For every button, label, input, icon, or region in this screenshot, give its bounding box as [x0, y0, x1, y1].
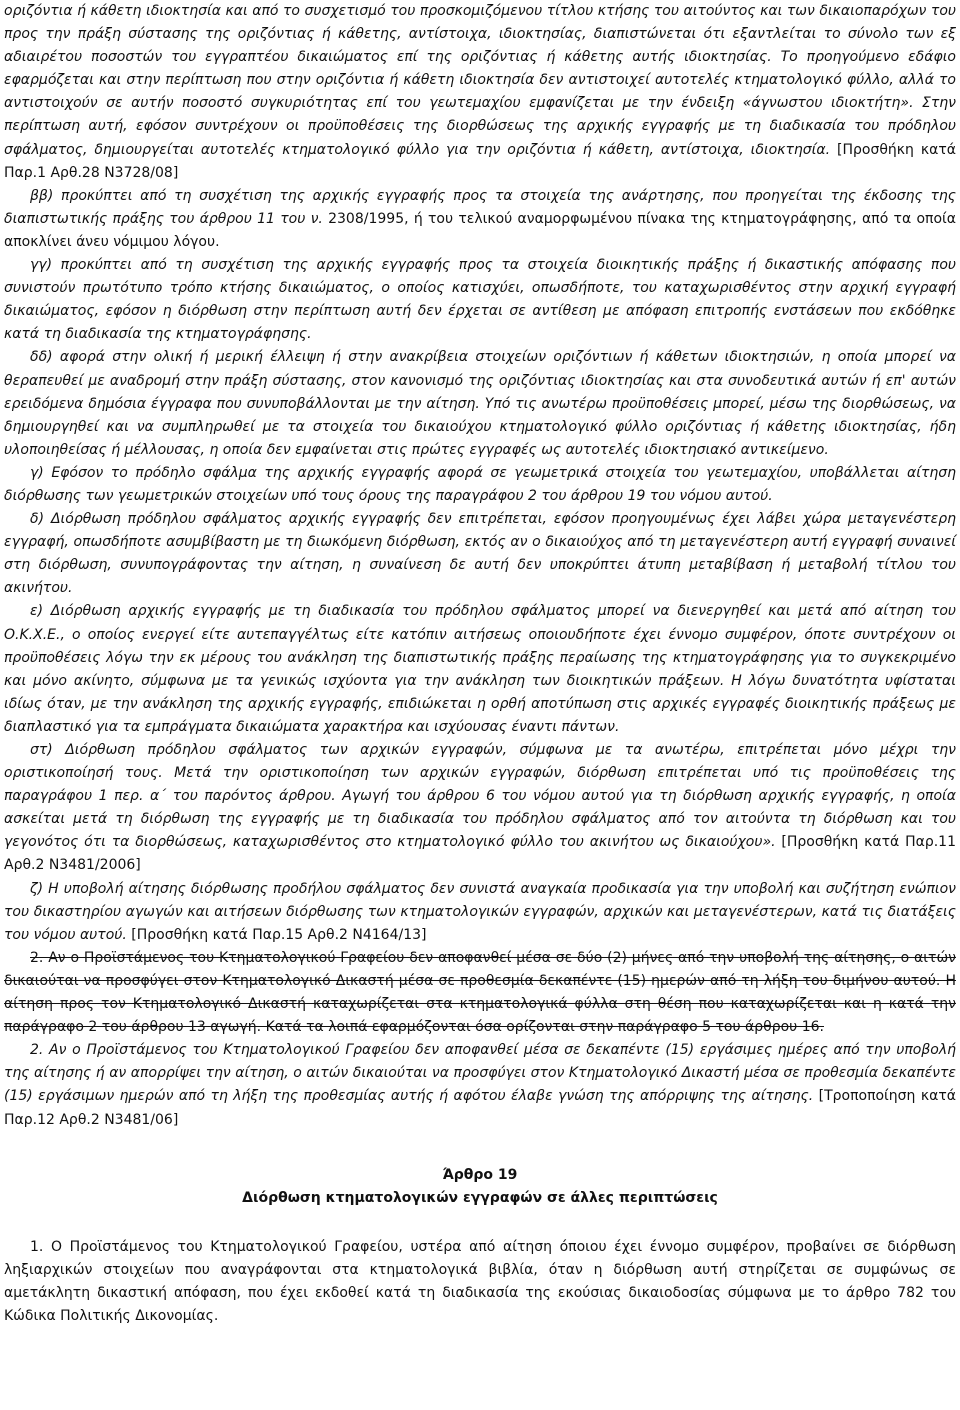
paragraph-text: ζ) Η υποβολή αίτησης διόρθωσης προδήλου σφάλματος δεν συνιστά αναγκαία προδικασία για την υποβολή και συζήτηση ενώπιον του δικαστηρίου αγωγών και αιτήσεων διόρθωσης των κτηματολογικών εγγραφών, αρχικών και μεταγενέστερων, κατά τις διατάξεις του νόμου αυτού. [4, 880, 956, 943]
spacer [4, 1132, 956, 1164]
article-number: Άρθρο 19 [442, 1166, 518, 1183]
paragraph-st [4, 739, 956, 878]
paragraph-dd: δδ) αφορά στην ολική ή μερική έλλειψη ή στην ανακρίβεια στοιχείων οριζόντιων ή κάθετων ιδιοκτησιών, η οποία μπορεί να θεραπευθεί με αναδρομή στην πράξη σύστασης, στον κανονισμό της οριζόντιας ιδιοκτησίας και στα συνοδευτικά αυτών ή επ' αυτών ερειδόμενα δημόσια έγγραφα που συνυποβάλλονται με την αίτηση. Υπό τις ανωτέρω προϋποθέσεις μπορεί, μέσω της διορθώσεως, να δημιουργηθεί και να συμπληρωθεί με τα στοιχεία του δικαιούχου κτηματολογικό φύλλο οριζόντιας ή κάθετης ιδιοκτησίας, ήδη υλοποιηθείσας ή μέλλουσας, η οποία δεν εμφαίνεται στις πρώτες εγγραφές ως αυτοτελές ιδιοκτησιακό αντικείμενο. [4, 349, 956, 458]
paragraph-d: δ) Διόρθωση πρόδηλου σφάλματος αρχικής εγγραφής δεν επιτρέπεται, εφόσον προηγουμένως έχει λάβει χώρα μεταγενέστερη εγγραφή, οπωσδήποτε ασυμβίβαστη με τη διωκόμενη διόρθωση, εκτός αν ο δικαιούχος από τη μεταγενέστερη αυτή εγγραφή συναινεί στη διόρθωση, συνυπογράφοντας την αίτηση, η συναίνεση δε αυτή δεν υποκρύπτει άτυπη μεταβίβαση ή μεταβολή τίτλου του ακινήτου. [4, 511, 956, 597]
paragraph-c: γ) Εφόσον το πρόδηλο σφάλμα της αρχικής εγγραφής αφορά σε γεωμετρικά στοιχεία του γεωτεμαχίου, υποβάλλεται αίτηση διόρθωσης των γεωμετρικών στοιχείων υπό τους όρους της παραγράφου 2 του άρθρου 19 του νόμου αυτού. [4, 464, 956, 504]
paragraph-bb [4, 185, 956, 254]
paragraph-2-amended [4, 1039, 956, 1131]
amendment-note: [Προσθήκη κατά Παρ.11 Αρθ.2 Ν3481/2006] [4, 834, 956, 874]
paragraph-e: ε) Διόρθωση αρχικής εγγραφής με τη διαδικασία του πρόδηλου σφάλματος μπορεί να διενεργηθεί και μετά από αίτηση του Ο.Κ.Χ.Ε., ο οποίος ενεργεί είτε αυτεπαγγέλτως είτε κατόπιν αιτήσεως οποιουδήποτε έχει έννομο συμφέρον, όποτε συντρέχουν οι προϋποθέσεις λόγω την εκ μέρους του ανάκληση της διαπιστωτικής πράξης περαίωσης της κτηματογράφησης για το συγκεκριμένο και μόνο ακίνητο, σύμφωνα με τα γενικώς ισχύοντα για την ανάκληση των διοικητικών πράξεων. Η λόγω δυνατότητα υφίσταται ιδίως όταν, με την ανάκληση της αρχικής εγγραφής, επιδιώκεται η ορθή αποτύπωση στις αρχικές εγγραφές διοικητικής πράξεως με διαπλαστικό για τα εμπράγματα δικαιώματα χαρακτήρα και ισχύουσας έναντι πάντων. [4, 603, 956, 735]
paragraph-z [4, 878, 956, 947]
paragraph-text: οριζόντια ή κάθετη ιδιοκτησία και από το συσχετισμό του προσκομιζόμενου τίτλου κτήσης του αιτούντος και των δικαιοπαρόχων του προς την πράξη σύστασης της οριζόντιας ή κάθετης, αντίστοιχα, ιδιοκτησίας, διαπιστώνεται ότι εξαντλείται το σύνολο των εξ αδιαιρέτου ποσοστών του εγγραπτέου δικαιώματος επί της οριζόντιας ή κάθετης αυτής ιδιοκτησίας. Το προηγούμενο εδάφιο εφαρμόζεται και στην περίπτωση που στην οριζόντια ή κάθετη ιδιοκτησία δεν αντιστοιχεί αυτοτελές κτηματολογικό φύλλο, αλλά το αντιστοιχούν σε αυτήν ποσοστό συγκυριότητας επί του γεωτεμαχίου εμφανίζεται με την ένδειξη «άγνωστου ιδιοκτήτη». Στην περίπτωση αυτή, εφόσον συντρέχουν οι προϋποθέσεις της διορθώσεως της αρχικής εγγραφής με τη διαδικασία του πρόδηλου σφάλματος, δημιουργείται αυτοτελές κτηματολογικό φύλλο για την οριζόντια ή κάθετη, αντίστοιχα, ιδιοκτησία. [4, 3, 956, 158]
paragraph-article-19-1: 1. Ο Προϊστάμενος του Κτηματολογικού Γραφείου, υστέρα από αίτηση όποιου έχει έννομο συμφέρον, προβαίνει σε διόρθωση ληξιαρχικών στοιχείων που αναγράφονται στα κτηματολογικά βιβλία, όταν η διόρθωση αυτή στηρίζεται σε συμφώνως σε αμετάκλητη δικαστική απόφαση, που έχει εκδοθεί κατά τη διαδικασία της εκούσιας δικαιοδοσίας σύμφωνα με το άρθρο 782 του Κώδικα Πολιτικής Δικονομίας. [4, 1238, 956, 1324]
amendment-note: [Προσθήκη κατά Παρ.1 Αρθ.28 Ν3728/08] [4, 141, 956, 181]
paragraph-repealed: 2. Αν ο Προϊστάμενος του Κτηματολογικού Γραφείου δεν αποφανθεί μέσα σε δύο (2) μήνες από την υποβολή της αίτησης, ο αιτών δικαιούται να προσφύγει στον Κτηματολογικό Δικαστή μέσα σε προθεσμία δεκαπέντε (15) ημερών από τη λήξη του διμήνου αυτού. Η αίτηση προς τον Κτηματολογικό Δικαστή καταχωρίζεται στα κτηματολογικά φύλλα στη θέση που καταχωρίζεται και η κατά την παράγραφο 2 του άρθρου 13 αγωγή. Κατά τα λοιπά εφαρμόζονται όσα ορίζονται στην παράγραφο 5 του άρθρου 16. [4, 949, 956, 1036]
paragraph-text: ββ) προκύπτει από τη συσχέτιση της αρχικής εγγραφής προς τα στοιχεία της ανάρτησης, που προηγείται της έκδοσης της διαπιστωτικής πράξης του άρθρου 11 του ν. [4, 187, 956, 227]
paragraph-text: 2308/1995, ή του τελικού αναμορφωμένου πίνακα της κτηματογράφησης, από τα οποία αποκλίνει άνευ νόμιμου λόγου. [4, 210, 956, 250]
article-title: Διόρθωση κτηματολογικών εγγραφών σε άλλες περιπτώσεις [242, 1189, 718, 1206]
paragraph-horizontal-ownership [4, 0, 956, 185]
paragraph-text: 2. Αν ο Προϊστάμενος του Κτηματολογικού Γραφείου δεν αποφανθεί μέσα σε δεκαπέντε (15) εργάσιμες ημέρες από την υποβολή της αίτησης ή αν απορρίψει την αίτηση, ο αιτών δικαιούται να προσφύγει στον Κτηματολογικό Δικαστή μέσα σε προθεσμία δεκαπέντε (15) εργάσιμων ημερών από τη λήξη της προθεσμίας αυτής ή αφότου έλαβε γνώση της απόρριψης της αίτησης. [4, 1042, 956, 1105]
paragraph-text: στ) Διόρθωση πρόδηλου σφάλματος των αρχικών εγγραφών, σύμφωνα με τα ανωτέρω, επιτρέπεται μόνο μέχρι την οριστικοποίησή τους. Μετά την οριστικοποίηση των αρχικών εγγραφών, διόρθωση επιτρέπεται υπό τις προϋποθέσεις της παραγράφου 1 περ. α΄ του παρόντος άρθρου. Αγωγή του άρθρου 6 του νόμου αυτού για τη διόρθωση αρχικής εγγραφής, η οποία ασκείται μετά τη διόρθωση της εγγραφής με τη διαδικασία του πρόδηλου σφάλματος από τον αιτούντα τη διόρθωση και του γεγονότος ότι τα διορθώσεως, καταχωρισθέντος στο κτηματολογικό φύλλο του ακινήτου ως δικαιούχου». [4, 742, 956, 851]
paragraph-gg: γγ) προκύπτει από τη συσχέτιση της αρχικής εγγραφής προς τα στοιχεία διοικητικής πράξης ή δικαστικής απόφασης που συνιστούν πρωτότυπο τρόπο κτήσης δικαιώματος, ο οποίος κατισχύει, οπωσδήποτε, του καταχωρισθέντος στην αρχική εγγραφή δικαιώματος, εφόσον η διόρθωση στην περίπτωση αυτή δεν έρχεται σε αντίθεση με απόφαση επιτροπής ενστάσεων που εκδόθηκε κατά τη διαδικασία της κτηματογράφησης. [4, 257, 956, 343]
amendment-note: [Προσθήκη κατά Παρ.15 Αρθ.2 Ν4164/13] [126, 926, 427, 943]
amendment-note: [Τροποποίηση κατά Παρ.12 Αρθ.2 Ν3481/06] [4, 1088, 956, 1128]
spacer [4, 1210, 956, 1236]
